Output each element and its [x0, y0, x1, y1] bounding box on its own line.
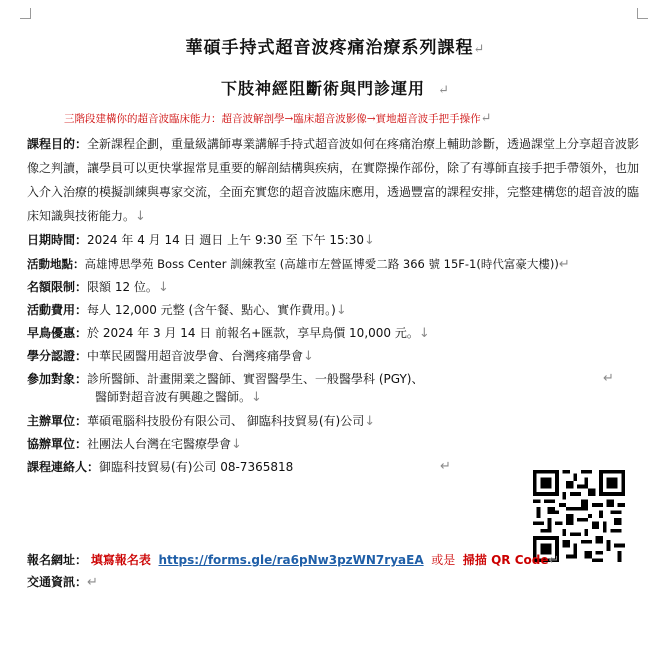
margin-corner-top-right	[637, 8, 648, 19]
paragraph-mark: ↵	[548, 553, 560, 568]
field-value: 高雄博思學苑 Boss Center 訓練教室 (高雄市左營區博愛二路 366 號 15F-1(時代富豪大樓))	[84, 257, 559, 271]
paragraph-mark: ↵	[558, 257, 570, 272]
transport-line: 交通資訊：↵	[27, 575, 98, 590]
transport-label: 交通資訊	[27, 575, 76, 589]
document-title	[0, 33, 671, 58]
field-organizer: 主辦單位：華碩電腦科技股份有限公司、 御臨科技貿易(有)公司↓	[27, 414, 376, 429]
scan-qr-text: 掃描 QR Code	[462, 553, 549, 567]
paragraph-mark: ↵	[438, 83, 451, 98]
field-label: 日期時間	[27, 233, 76, 247]
registration-label: 報名網址	[27, 553, 76, 567]
paragraph-mark: ↓	[251, 390, 262, 405]
field-value: 御臨科技貿易(有)公司 08-7365818	[99, 460, 294, 474]
paragraph-mark: ↓	[303, 349, 314, 364]
paragraph-mark: ↓	[157, 280, 169, 295]
field-value: 中華民國醫用超音波學會、台灣疼痛學會	[87, 349, 304, 363]
field-label: 活動費用	[27, 303, 76, 317]
document-subtitle-text: 下肢神經阻斷術與門診運用	[220, 79, 425, 98]
field-fee: 活動費用：每人 12,000 元整 (含午餐、點心、實作費用。)↓	[27, 303, 347, 318]
field-label: 名額限制	[27, 280, 76, 294]
field-value: 診所醫師、計畫開業之醫師、實習醫學生、一般醫學科 (PGY)、	[87, 372, 424, 386]
field-value: 2024 年 4 月 14 日 週日 上午 9:30 至 下午 15:30	[87, 233, 364, 247]
field-quota: 名額限制：限額 12 位。↓	[27, 280, 169, 295]
course-purpose-text: 全新課程企劃，重量級講師專業講解手持式超音波如何在疼痛治療上輔助診斷，透過課堂上分享超音波影像之判讀，讓學員可以更快掌握常見重要的解剖結構與疾病，在實際操作部份，除了有導師直接手把手帶領外，也加入介入治療的模擬訓練與專家交流，全面充實您的超音波臨床應用，透過豐富的課程安排，完整建構您的超音波的臨床知識與技術能力。	[27, 137, 640, 223]
paragraph-mark: ↵	[480, 111, 492, 126]
field-value: 華碩電腦科技股份有限公司、 御臨科技貿易(有)公司	[87, 414, 365, 428]
document-title-text: 華碩手持式超音波疼痛治療系列課程	[185, 38, 474, 58]
field-label: 學分認證	[27, 349, 76, 363]
paragraph-mark: ↵	[87, 575, 98, 590]
field-label: 早鳥優惠	[27, 326, 76, 340]
field-value: 限額 12 位。	[87, 280, 158, 294]
paragraph-mark: ↓	[335, 303, 347, 318]
paragraph-mark: ↵	[440, 459, 451, 474]
field-location: 活動地點：高雄博思學苑 Boss Center 訓練教室 (高雄市左營區博愛二路 366 號 15F-1(時代富豪大樓))↵	[27, 257, 570, 272]
course-purpose-label: 課程目的	[27, 137, 76, 151]
field-contact: 課程連絡人：御臨科技貿易(有)公司 08-7365818	[27, 460, 294, 474]
tagline	[64, 111, 492, 126]
paragraph-mark: ↓	[135, 209, 146, 224]
qr-code	[533, 470, 625, 562]
field-label: 參加對象	[27, 372, 76, 386]
or-text: 或是	[431, 553, 456, 567]
paragraph-mark: ↵	[603, 371, 614, 386]
field-label: 主辦單位	[27, 414, 76, 428]
field-label: 活動地點	[27, 257, 73, 271]
tagline-text: 三階段建構你的超音波臨床能力：超音波解剖學→臨床超音波影像→實地超音波手把手操作	[64, 113, 481, 125]
paragraph-mark: ↵	[473, 42, 486, 57]
field-label: 課程連絡人	[27, 460, 88, 474]
course-purpose: 課程目的：全新課程企劃，重量級講師專業講解手持式超音波如何在疼痛治療上輔助診斷，透過課堂上分享超音波影像之判讀，讓學員可以更快掌握常見重要的解剖結構與疾病，在實際操作部份，除了有導師直接手把手帶領外，也加入介入治療的模擬訓練與專家交流，全面充實您的超音波臨床應用，透過豐富的課程安排，完整建構您的超音波的臨床知識與技術能力。↓	[27, 137, 640, 224]
field-audience: 參加對象：診所醫師、計畫開業之醫師、實習醫學生、一般醫學科 (PGY)、	[27, 372, 424, 386]
registration-line: 報名網址： 填寫報名表 https://forms.gle/ra6pNw3pzWN7ryaEA 或是 掃描 QR Code↵	[27, 553, 560, 568]
fill-form-text: 填寫報名表	[90, 553, 151, 567]
field-label: 協辦單位	[27, 437, 76, 451]
document-subtitle	[0, 76, 671, 99]
field-co-organizer: 協辦單位：社團法人台灣在宅醫療學會↓	[27, 437, 242, 452]
field-early-bird: 早鳥優惠：於 2024 年 3 月 14 日 前報名+匯款，享早鳥價 10,000 元。↓	[27, 326, 430, 341]
paragraph-mark: ↓	[364, 414, 376, 429]
margin-corner-top-left	[20, 8, 31, 19]
field-audience-continued	[95, 390, 262, 405]
field-value: 醫師對超音波有興趣之醫師。	[95, 390, 252, 404]
field-date: 日期時間：2024 年 4 月 14 日 週日 上午 9:30 至 下午 15:30↓	[27, 233, 375, 248]
paragraph-mark: ↓	[231, 437, 242, 452]
paragraph-mark: ↓	[418, 326, 430, 341]
field-value: 每人 12,000 元整 (含午餐、點心、實作費用。)	[87, 303, 336, 317]
field-value: 於 2024 年 3 月 14 日 前報名+匯款，享早鳥價 10,000 元。	[87, 326, 419, 340]
registration-link[interactable]: https://forms.gle/ra6pNw3pzWN7ryaEA	[158, 553, 424, 567]
field-credits: 學分認證：中華民國醫用超音波學會、台灣疼痛學會↓	[27, 349, 314, 364]
field-value: 社團法人台灣在宅醫療學會	[87, 437, 232, 451]
paragraph-mark: ↓	[363, 233, 375, 248]
